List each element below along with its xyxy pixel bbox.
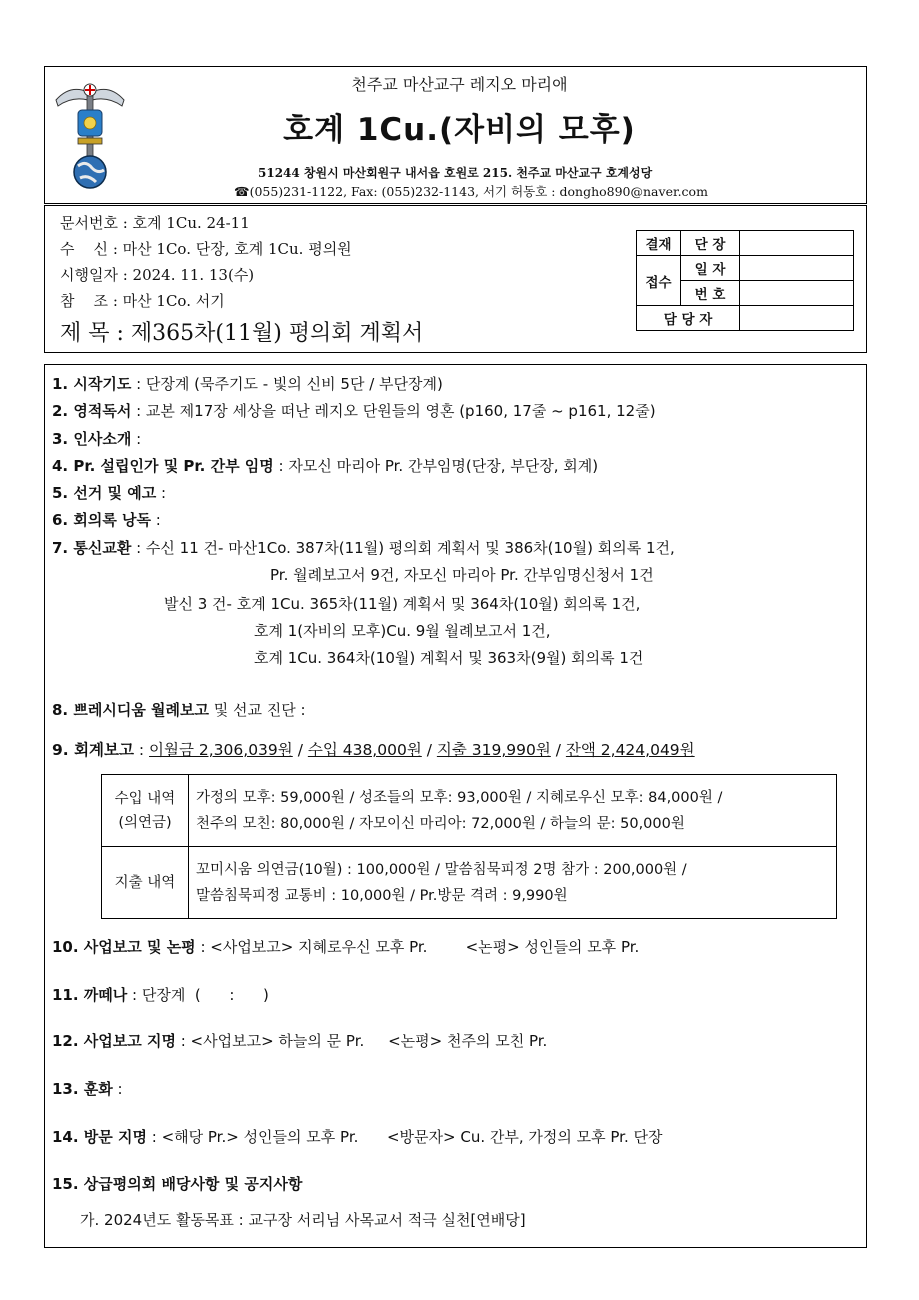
income-total: 수입 438,000원 <box>307 741 422 759</box>
issue-date: 시행일자 : 2024. 11. 13(수) <box>60 266 255 284</box>
item-election: 5. 선거 및 예고 : <box>52 484 167 502</box>
accounts-table <box>101 774 837 919</box>
subject: 제 목 : 제365차(11월) 평의회 계획서 <box>60 321 424 346</box>
doc-number: 문서번호 : 호계 1Cu. 24-11 <box>60 214 250 232</box>
approval-table <box>636 230 854 331</box>
item-catena: 11. 까떼나 : 단장계 ( : ) <box>52 986 269 1004</box>
org-name: 천주교 마산교구 레지오 마리애 <box>351 75 568 94</box>
item-praesidium-report: 8. 쁘레시디움 월례보고 및 선교 진단 : <box>52 701 306 719</box>
person-in-charge-cell <box>740 306 854 331</box>
recipient-label: 수 신 <box>60 240 109 258</box>
expense-total: 지출 319,990원 <box>436 741 551 759</box>
expense-details: 꼬미시움 의연금(10월) : 100,000원 / 말씀침묵피정 2명 참가 : 200,000원 / 말씀침묵피정 교통비 : 10,000원 / Pr.방문 격려 : 9,990원 <box>189 847 837 919</box>
receipt-date-cell <box>740 256 854 281</box>
income-label: 수입 내역 (의연금) <box>102 775 189 847</box>
address: 51244 창원시 마산회원구 내서읍 호원로 215. 천주교 마산교구 호계성당 <box>258 166 653 180</box>
item-minutes-reading: 6. 회의록 낭독 : <box>52 511 161 529</box>
item-introductions: 3. 인사소개 : <box>52 430 142 448</box>
correspondence-line: 호계 1Cu. 364차(10월) 계획서 및 363차(9월) 회의록 1건 <box>254 649 644 667</box>
correspondence-line: 발신 3 건- 호계 1Cu. 365차(11월) 계획서 및 364차(10월) 회의록 1건, <box>164 595 641 613</box>
item-pr-appointment: 4. Pr. 설립인가 및 Pr. 간부 임명 : 자모신 마리아 Pr. 간부임명(단장, 부단장, 회계) <box>52 457 599 475</box>
receipt-label: 접수 <box>637 256 681 306</box>
person-in-charge-label: 담 당 자 <box>637 306 740 331</box>
income-details: 가정의 모후: 59,000원 / 성조들의 모후: 93,000원 / 지혜로우신 모후: 84,000원 / 천주의 모친: 80,000원 / 자모이신 마리아: 72,000원 / 하늘의 문: 50,000원 <box>189 775 837 847</box>
item-allocutio: 13. 훈화 : <box>52 1080 123 1098</box>
approval-signature-cell <box>740 231 854 256</box>
reference-line <box>60 290 225 311</box>
item-work-assignment: 12. 사업보고 지명 : <사업보고> 하늘의 문 Pr. <논평> 천주의 모친 Pr. <box>52 1032 548 1050</box>
page-title: 호계 1Cu.(자비의 모후) <box>283 112 636 148</box>
item-treasurer-report: 9. 회계보고 : 이월금 2,306,039원 / 수입 438,000원 / 지출 319,990원 / 잔액 2,424,049원 <box>52 741 695 759</box>
balance: 잔액 2,424,049원 <box>565 741 695 759</box>
item-visit-assignment: 14. 방문 지명 : <해당 Pr.> 성인들의 모후 Pr. <방문자> Cu. 간부, 가정의 모후 Pr. 단장 <box>52 1128 663 1146</box>
expense-label: 지출 내역 <box>102 847 189 919</box>
reference: : 마산 1Co. 서기 <box>108 292 225 310</box>
reference-label: 참 조 <box>60 292 109 310</box>
receipt-number-label: 번 호 <box>681 281 740 306</box>
receipt-number-cell <box>740 281 854 306</box>
receipt-date-label: 일 자 <box>681 256 740 281</box>
contact-line: ☎(055)231-1122, Fax: (055)232-1143, 서기 허동호 : dongho890@naver.com <box>234 184 708 199</box>
item-notices: 15. 상급평의회 배당사항 및 공지사항 <box>52 1175 303 1193</box>
approval-label: 결재 <box>637 231 681 256</box>
notice-item: 가. 2024년도 활동목표 : 교구장 서리님 사목교서 적극 실천[연배당] <box>80 1211 526 1229</box>
recipient-line <box>60 238 352 259</box>
item-work-report: 10. 사업보고 및 논평 : <사업보고> 지혜로우신 모후 Pr. <논평> 성인들의 모후 Pr. <box>52 938 640 956</box>
item-correspondence: 7. 통신교환 : 수신 11 건- 마산1Co. 387차(11월) 평의회 계획서 및 386차(10월) 회의록 1건, <box>52 539 675 557</box>
correspondence-line: Pr. 월례보고서 9건, 자모신 마리아 Pr. 간부임명신청서 1건 <box>270 566 654 584</box>
item-spiritual-reading: 2. 영적독서 : 교본 제17장 세상을 떠난 레지오 단원들의 영혼 (p160, 17줄 ~ p161, 12줄) <box>52 402 656 420</box>
recipient: : 마산 1Co. 단장, 호계 1Cu. 평의원 <box>108 240 352 258</box>
carry-over: 이월금 2,306,039원 <box>149 741 293 759</box>
item-opening-prayer: 1. 시작기도 : 단장계 (묵주기도 - 빛의 신비 5단 / 부단장계) <box>52 375 443 393</box>
approval-danjang: 단 장 <box>681 231 740 256</box>
correspondence-line: 호계 1(자비의 모후)Cu. 9월 월례보고서 1건, <box>254 622 551 640</box>
